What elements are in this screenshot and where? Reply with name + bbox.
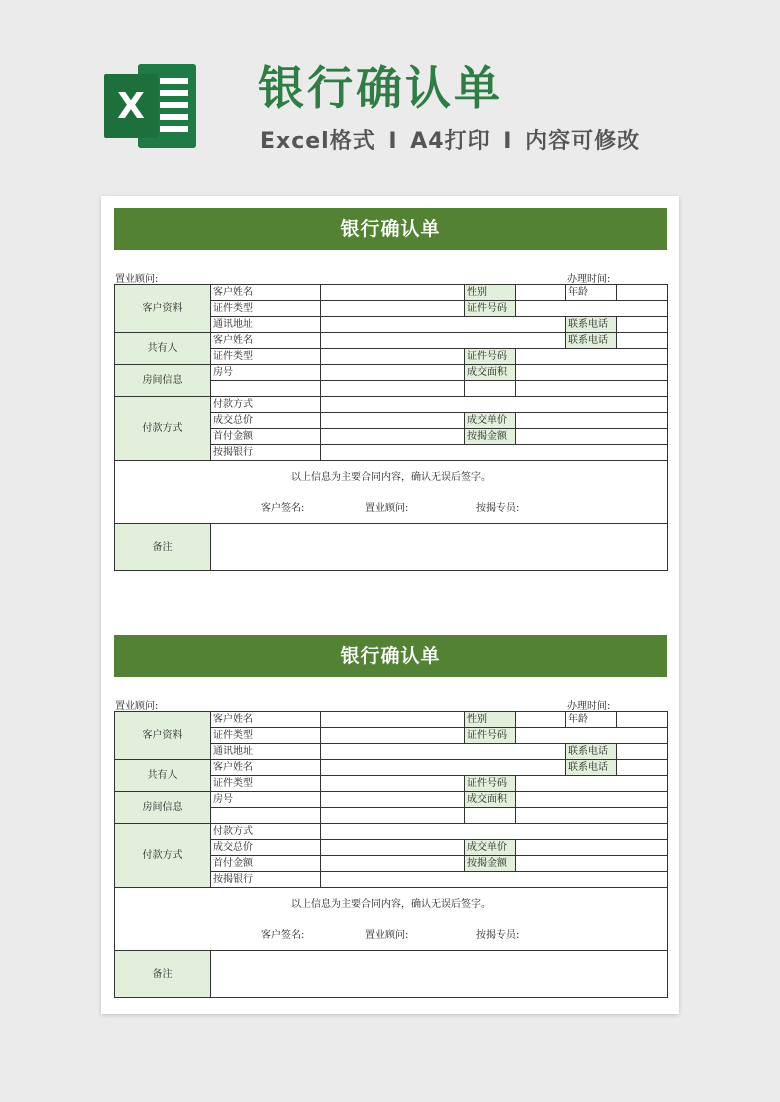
table-row [115, 397, 668, 413]
process-time-label: 办理时间: [567, 274, 611, 285]
label-phone: 联系电话 [566, 317, 617, 333]
category-payment: 付款方式 [115, 824, 211, 888]
form-table [114, 711, 668, 998]
document-page [101, 196, 679, 1014]
label-coowner-phone: 联系电话 [566, 760, 617, 776]
confirmation-text: 以上信息为主要合同内容，确认无误后签字。 [291, 472, 491, 483]
mortgage-officer-signature-label: 按揭专员: [476, 930, 520, 941]
table-row [115, 285, 668, 301]
category-house: 房间信息 [115, 792, 211, 824]
label-room-no: 房号 [211, 792, 321, 808]
excel-logo-icon [100, 56, 200, 156]
value-remark[interactable] [211, 524, 668, 571]
value-customer-name[interactable] [321, 712, 465, 728]
category-customer: 客户资料 [115, 285, 211, 333]
table-row [115, 712, 668, 728]
value-id-type[interactable] [321, 301, 465, 317]
advisor-signature-label: 置业顾问: [365, 503, 409, 514]
label-age: 年龄 [566, 285, 617, 301]
confirmation-cell [115, 888, 668, 951]
value-mortgage-amount[interactable] [516, 856, 668, 872]
value-coowner-id-number[interactable] [516, 349, 668, 365]
label-age: 年龄 [566, 712, 617, 728]
table-row [115, 951, 668, 998]
value-remark[interactable] [211, 951, 668, 998]
value-age[interactable] [617, 285, 668, 301]
table-row [115, 524, 668, 571]
empty-cell[interactable] [516, 381, 668, 397]
table-row [115, 365, 668, 381]
value-address[interactable] [321, 317, 566, 333]
subtitle-separator: I [503, 129, 513, 154]
label-pay-method: 付款方式 [211, 397, 321, 413]
empty-cell [465, 808, 516, 824]
value-room-no[interactable] [321, 792, 465, 808]
process-time-label: 办理时间: [567, 701, 611, 712]
value-mortgage-bank[interactable] [321, 445, 668, 461]
value-deal-area[interactable] [516, 365, 668, 381]
label-customer-name: 客户姓名 [211, 285, 321, 301]
label-pay-method: 付款方式 [211, 824, 321, 840]
empty-cell[interactable] [321, 808, 465, 824]
table-row [115, 333, 668, 349]
form-banner: 银行确认单 [114, 208, 667, 250]
empty-cell [465, 381, 516, 397]
value-age[interactable] [617, 712, 668, 728]
customer-signature-label: 客户签名: [261, 503, 305, 514]
label-gender: 性别 [465, 712, 516, 728]
bank-confirmation-form [114, 635, 667, 998]
empty-cell[interactable] [516, 808, 668, 824]
header [0, 0, 780, 190]
category-coowner: 共有人 [115, 333, 211, 365]
value-mortgage-amount[interactable] [516, 429, 668, 445]
empty-cell [211, 381, 321, 397]
category-house: 房间信息 [115, 365, 211, 397]
bank-confirmation-form [114, 208, 667, 571]
label-down-payment: 首付金额 [211, 856, 321, 872]
form-meta-row [114, 262, 667, 284]
value-coowner-phone[interactable] [617, 760, 668, 776]
label-address: 通讯地址 [211, 744, 321, 760]
value-phone[interactable] [617, 317, 668, 333]
category-customer: 客户资料 [115, 712, 211, 760]
label-id-type: 证件类型 [211, 728, 321, 744]
value-id-number[interactable] [516, 728, 668, 744]
label-total-price: 成交总价 [211, 413, 321, 429]
table-row [115, 760, 668, 776]
value-id-type[interactable] [321, 728, 465, 744]
value-total-price[interactable] [321, 840, 465, 856]
value-coowner-id-type[interactable] [321, 349, 465, 365]
label-room-no: 房号 [211, 365, 321, 381]
value-address[interactable] [321, 744, 566, 760]
value-coowner-phone[interactable] [617, 333, 668, 349]
value-pay-method[interactable] [321, 397, 668, 413]
table-row [115, 792, 668, 808]
label-coowner-name: 客户姓名 [211, 760, 321, 776]
label-deal-area: 成交面积 [465, 792, 516, 808]
label-mortgage-amount: 按揭金额 [465, 856, 516, 872]
value-gender[interactable] [516, 285, 566, 301]
value-total-price[interactable] [321, 413, 465, 429]
form-table [114, 284, 668, 571]
value-phone[interactable] [617, 744, 668, 760]
label-id-number: 证件号码 [465, 728, 516, 744]
page-subtitle [260, 124, 640, 155]
label-customer-name: 客户姓名 [211, 712, 321, 728]
label-id-number: 证件号码 [465, 301, 516, 317]
form-meta-row [114, 689, 667, 711]
category-coowner: 共有人 [115, 760, 211, 792]
value-unit-price[interactable] [516, 840, 668, 856]
advisor-label: 置业顾问: [115, 701, 159, 712]
empty-cell [211, 808, 321, 824]
form-banner: 银行确认单 [114, 635, 667, 677]
label-address: 通讯地址 [211, 317, 321, 333]
table-row [115, 824, 668, 840]
label-total-price: 成交总价 [211, 840, 321, 856]
mortgage-officer-signature-label: 按揭专员: [476, 503, 520, 514]
value-coowner-name[interactable] [321, 760, 566, 776]
subtitle-print: A4打印 [410, 129, 491, 154]
label-coowner-id-number: 证件号码 [465, 349, 516, 365]
confirmation-text: 以上信息为主要合同内容，确认无误后签字。 [291, 899, 491, 910]
value-unit-price[interactable] [516, 413, 668, 429]
label-coowner-id-number: 证件号码 [465, 776, 516, 792]
label-unit-price: 成交单价 [465, 840, 516, 856]
label-mortgage-amount: 按揭金额 [465, 429, 516, 445]
value-down-payment[interactable] [321, 856, 465, 872]
label-coowner-name: 客户姓名 [211, 333, 321, 349]
customer-signature-label: 客户签名: [261, 930, 305, 941]
value-down-payment[interactable] [321, 429, 465, 445]
category-remark: 备注 [115, 951, 211, 998]
label-coowner-id-type: 证件类型 [211, 776, 321, 792]
label-down-payment: 首付金额 [211, 429, 321, 445]
value-coowner-id-number[interactable] [516, 776, 668, 792]
value-gender[interactable] [516, 712, 566, 728]
label-deal-area: 成交面积 [465, 365, 516, 381]
category-payment: 付款方式 [115, 397, 211, 461]
value-pay-method[interactable] [321, 824, 668, 840]
label-id-type: 证件类型 [211, 301, 321, 317]
label-phone: 联系电话 [566, 744, 617, 760]
subtitle-format: Excel格式 [260, 129, 376, 154]
value-mortgage-bank[interactable] [321, 872, 668, 888]
value-coowner-name[interactable] [321, 333, 566, 349]
value-id-number[interactable] [516, 301, 668, 317]
label-mortgage-bank: 按揭银行 [211, 445, 321, 461]
label-coowner-phone: 联系电话 [566, 333, 617, 349]
advisor-label: 置业顾问: [115, 274, 159, 285]
value-coowner-id-type[interactable] [321, 776, 465, 792]
label-gender: 性别 [465, 285, 516, 301]
subtitle-separator: I [388, 129, 398, 154]
subtitle-editable: 内容可修改 [525, 129, 641, 154]
value-room-no[interactable] [321, 365, 465, 381]
empty-cell[interactable] [321, 381, 465, 397]
page-title: 银行确认单 [258, 61, 503, 115]
label-coowner-id-type: 证件类型 [211, 349, 321, 365]
confirmation-cell [115, 461, 668, 524]
value-deal-area[interactable] [516, 792, 668, 808]
advisor-signature-label: 置业顾问: [365, 930, 409, 941]
label-unit-price: 成交单价 [465, 413, 516, 429]
value-customer-name[interactable] [321, 285, 465, 301]
label-mortgage-bank: 按揭银行 [211, 872, 321, 888]
table-row [115, 888, 668, 951]
logo-letter: X [117, 86, 145, 127]
table-row [115, 461, 668, 524]
category-remark: 备注 [115, 524, 211, 571]
